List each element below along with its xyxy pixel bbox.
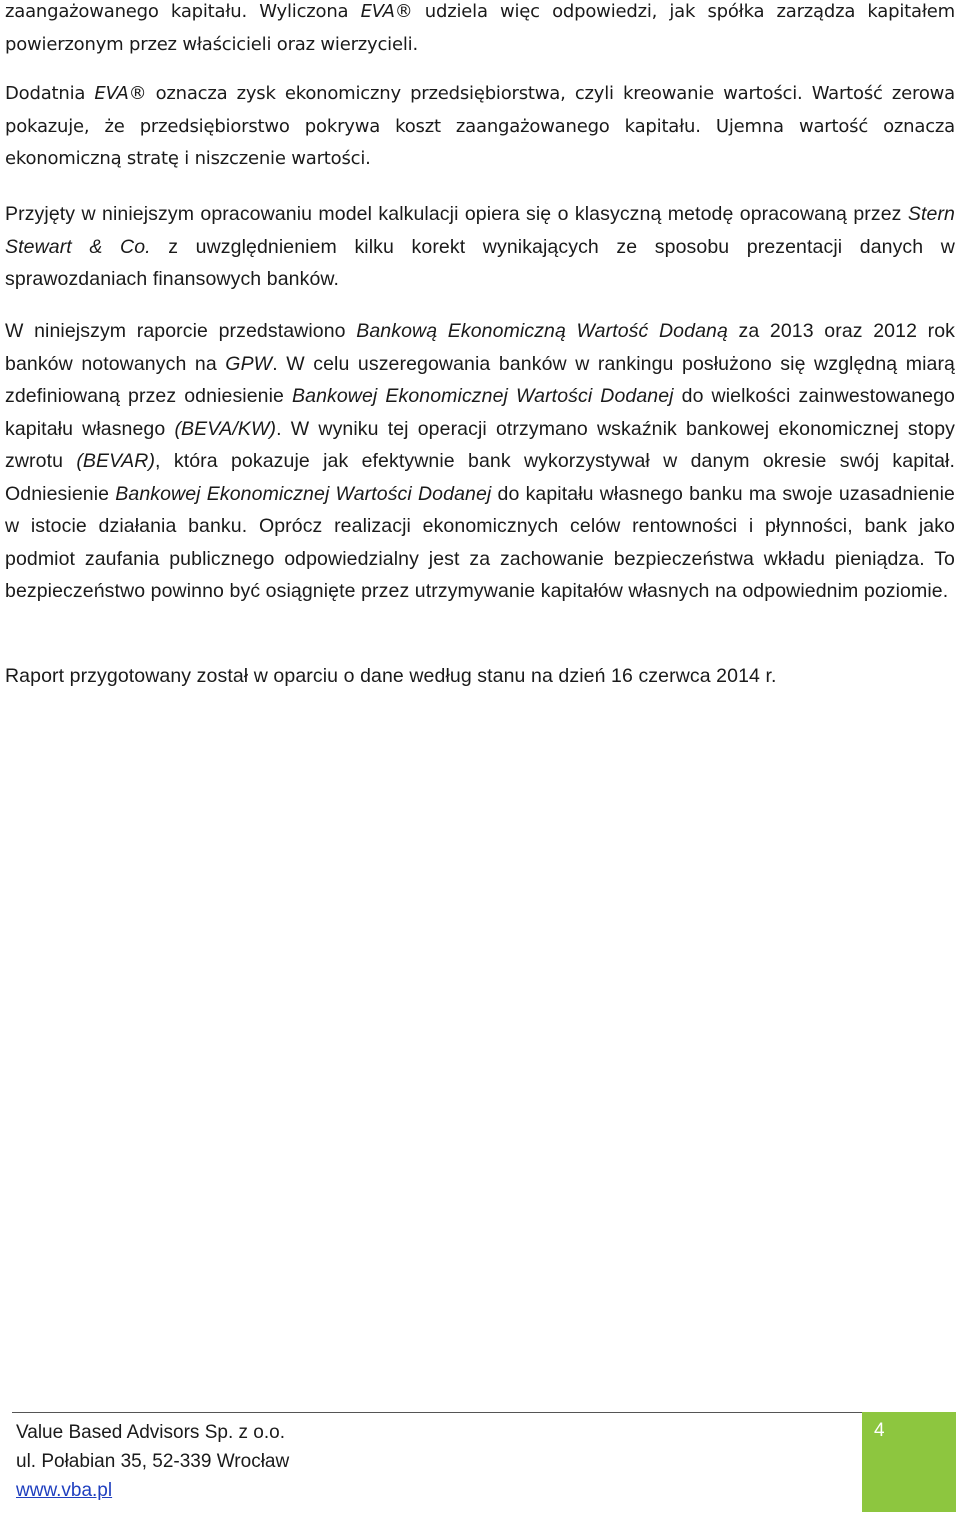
text-run-italic: GPW bbox=[225, 352, 273, 375]
text-run: zaangażowanego kapitału. Wyliczona bbox=[5, 1, 361, 22]
text-run: W niniejszym raporcie przedstawiono bbox=[5, 320, 357, 342]
footer-website-link[interactable]: www.vba.pl bbox=[16, 1480, 113, 1501]
footer-divider bbox=[12, 1412, 862, 1413]
footer-address: ul. Połabian 35, 52-339 Wrocław bbox=[16, 1451, 290, 1472]
paragraph-data-date bbox=[5, 660, 955, 693]
text-run-italic: Stern Stewart & Co. bbox=[5, 203, 955, 258]
page-number-box bbox=[862, 1412, 956, 1512]
text-run: Raport przygotowany został w oparciu o dane według stanu na dzień 16 czerwca 2014 r. bbox=[5, 665, 777, 687]
text-run-italic: Bankowej Ekonomicznej Wartości Dodanej bbox=[115, 482, 492, 505]
text-run: z uwzględnieniem kilku korekt wynikających ze sposobu prezentacji danych w sprawozdaniach finansowych banków. bbox=[5, 235, 955, 290]
page-number: 4 bbox=[874, 1420, 885, 1441]
text-run-italic: (BEVA/KW) bbox=[174, 417, 277, 440]
text-run: Przyjęty w niniejszym opracowaniu model kalkulacji opiera się o klasyczną metodę opracowaną przez bbox=[5, 203, 908, 225]
text-run: Dodatnia bbox=[5, 83, 95, 104]
footer-company-name: Value Based Advisors Sp. z o.o. bbox=[16, 1422, 285, 1443]
text-run: do wielkości zainwestowanego kapitału własnego bbox=[5, 385, 955, 440]
text-run: . W wyniku tej operacji otrzymano wskaźnik bankowej ekonomicznej stopy zwrotu bbox=[5, 417, 955, 472]
paragraph-report-scope bbox=[5, 315, 955, 608]
text-run: , która pokazuje jak efektywnie bank wykorzystywał w danym okresie swój kapitał. Odniesienie bbox=[5, 450, 955, 505]
footer-company-info bbox=[16, 1418, 289, 1505]
paragraph-eva-interpretation bbox=[5, 78, 955, 176]
text-run: za 2013 oraz 2012 rok banków notowanych na bbox=[5, 320, 956, 375]
text-run-italic: Bankowej Ekonomicznej Wartości Dodanej bbox=[292, 385, 674, 407]
text-run: ® oznacza zysk ekonomiczny przedsiębiorstwa, czyli kreowanie wartości. Wartość zerowa pokazuje, że przedsiębiorstwo pokrywa koszt zaangażowanego kapitału. Ujemna wartość oznacza ekonomiczną stratę i niszczenie wartości. bbox=[5, 83, 955, 169]
text-run-italic: (BEVAR) bbox=[76, 450, 156, 472]
text-run: do kapitału własnego banku ma swoje uzasadnienie w istocie działania banku. Oprócz realizacji ekonomicznych celów rentowności i płynności, bank jako podmiot zaufania publicznego odpowiedzialny jest za zachowanie bezpieczeństwa wkładu pieniądza. To bezpieczeństwo powinno być osiągnięte przez utrzymywanie kapitałów własnych na odpowiednim poziomie. bbox=[5, 482, 956, 602]
text-run: ® udziela więc odpowiedzi, jak spółka zarządza kapitałem powierzonym przez właścicieli oraz wierzycieli. bbox=[5, 1, 955, 55]
text-run: . W celu uszeregowania banków w rankingu posłużono się względną miarą zdefiniowaną przez odniesienie bbox=[5, 352, 955, 407]
text-run-italic: Bankową Ekonomiczną Wartość Dodaną bbox=[356, 320, 728, 342]
paragraph-model-description bbox=[5, 198, 955, 296]
text-run-italic: EVA bbox=[360, 1, 395, 22]
paragraph-eva-summary bbox=[5, 0, 955, 61]
text-run-italic: EVA bbox=[94, 83, 129, 104]
